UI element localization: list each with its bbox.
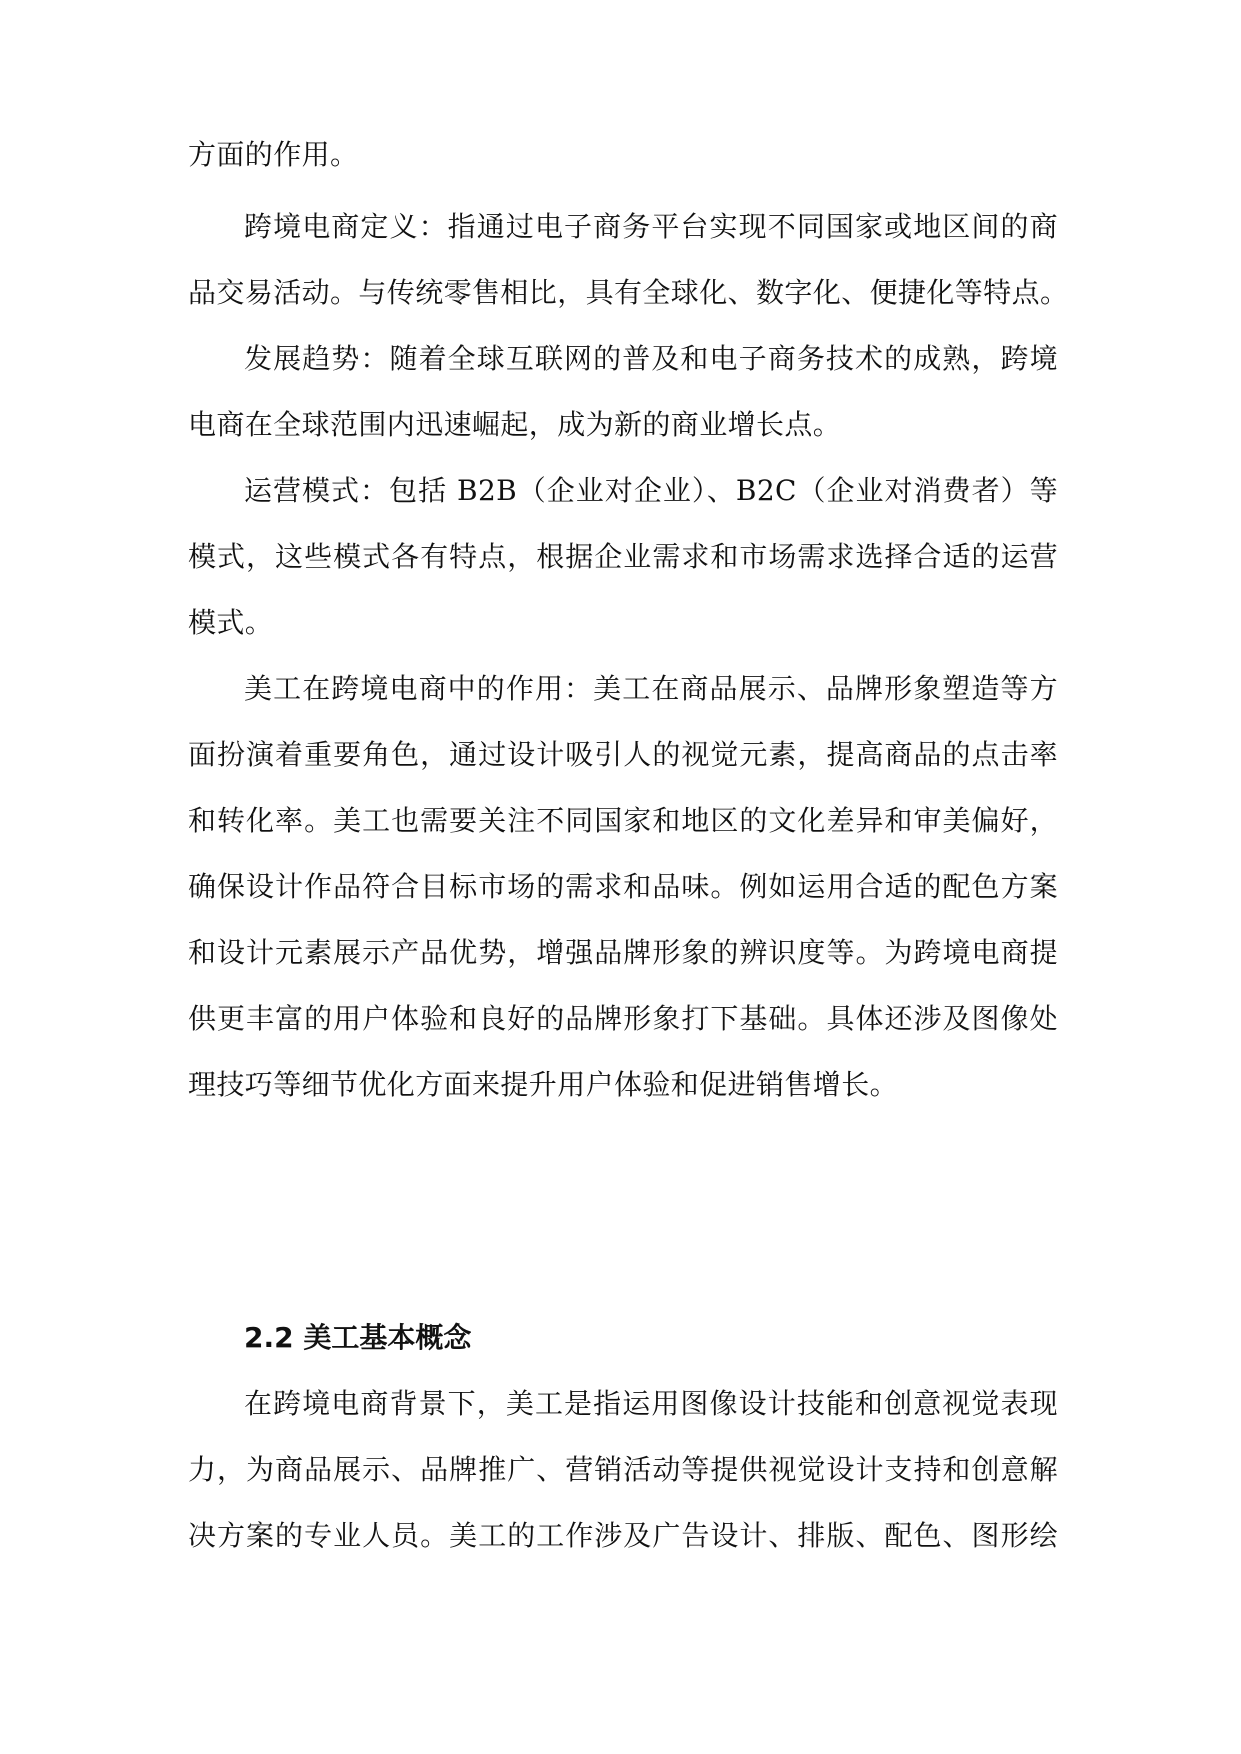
paragraph-line: 理技巧等细节优化方面来提升用户体验和促进销售增长。 xyxy=(188,1068,899,1101)
paragraph-line: 模式，这些模式各有特点，根据企业需求和市场需求选择合适的运营 xyxy=(188,540,1058,573)
paragraph-line: 发展趋势：随着全球互联网的普及和电子商务技术的成熟，跨境 xyxy=(244,342,1058,375)
paragraph-line: 方面的作用。 xyxy=(188,138,359,171)
paragraph-line: 确保设计作品符合目标市场的需求和品味。例如运用合适的配色方案 xyxy=(188,870,1058,903)
paragraph-line: 供更丰富的用户体验和良好的品牌形象打下基础。具体还涉及图像处 xyxy=(188,1002,1058,1035)
paragraph-line: 美工在跨境电商中的作用：美工在商品展示、品牌形象塑造等方 xyxy=(244,672,1058,705)
paragraph-line: 力，为商品展示、品牌推广、营销活动等提供视觉设计支持和创意解 xyxy=(188,1453,1058,1486)
paragraph-line: 品交易活动。与传统零售相比，具有全球化、数字化、便捷化等特点。 xyxy=(188,276,1069,309)
paragraph-line: 跨境电商定义：指通过电子商务平台实现不同国家或地区间的商 xyxy=(244,210,1058,243)
paragraph-line: 运营模式：包括 B2B（企业对企业）、B2C（企业对消费者）等 xyxy=(244,474,1058,507)
paragraph-line: 和设计元素展示产品优势，增强品牌形象的辨识度等。为跨境电商提 xyxy=(188,936,1058,969)
paragraph-line: 模式。 xyxy=(188,606,274,639)
paragraph-line: 面扮演着重要角色，通过设计吸引人的视觉元素，提高商品的点击率 xyxy=(188,738,1058,771)
paragraph-line: 和转化率。美工也需要关注不同国家和地区的文化差异和审美偏好， xyxy=(188,804,1058,837)
paragraph-line: 在跨境电商背景下，美工是指运用图像设计技能和创意视觉表现 xyxy=(244,1387,1058,1420)
section-heading: 2.2 美工基本概念 xyxy=(244,1321,472,1354)
paragraph-line: 电商在全球范围内迅速崛起，成为新的商业增长点。 xyxy=(188,408,842,441)
paragraph-line: 决方案的专业人员。美工的工作涉及广告设计、排版、配色、图形绘 xyxy=(188,1519,1058,1552)
